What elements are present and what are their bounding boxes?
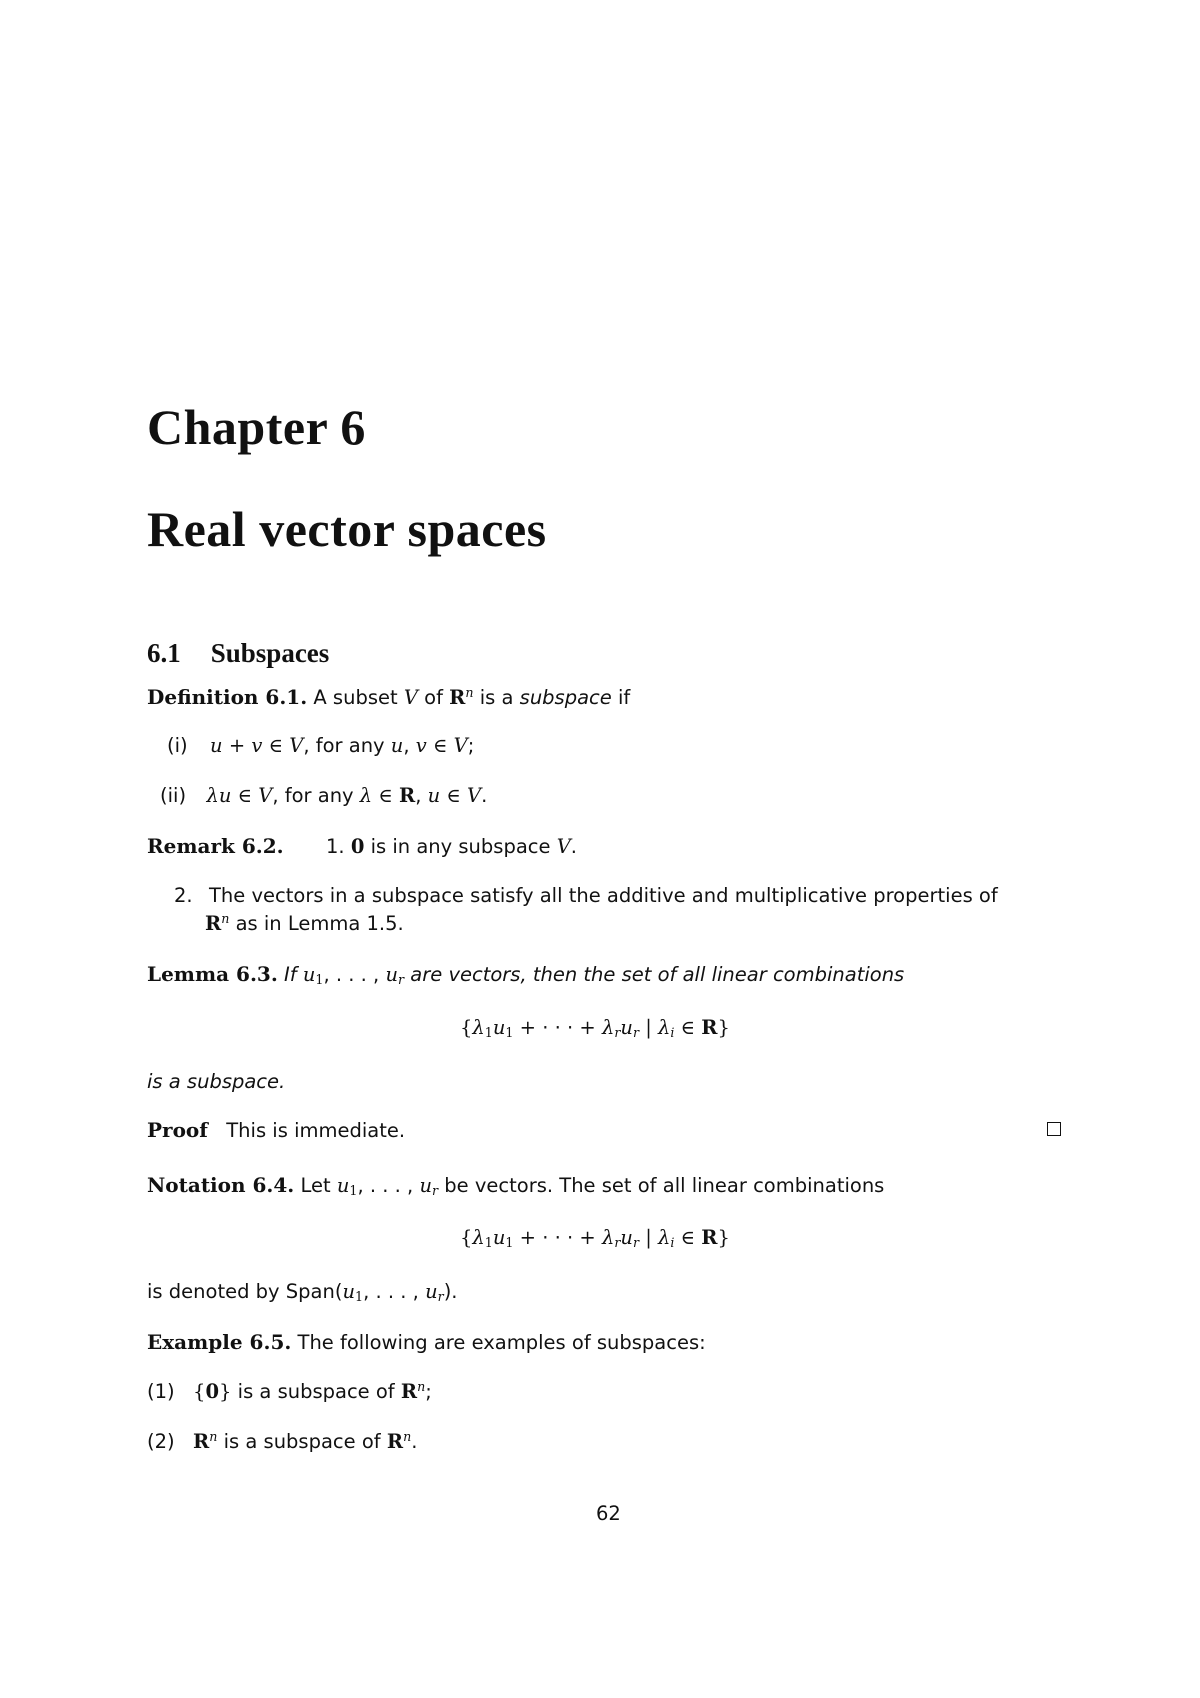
remark-item-text: The vectors in a subspace satisfy all the additive and multiplicative properties of [209, 884, 998, 907]
definition-item-text: for any [315, 734, 385, 757]
section-title: Subspaces [210, 638, 330, 668]
chapter-title: Real vector spaces [147, 501, 547, 557]
definition-term: subspace [519, 686, 612, 709]
section-number: 6.1 [147, 638, 181, 668]
definition-text-a: A subset [313, 686, 398, 709]
notation-block: Notation 6.4. Let $u_1$, . . . , $u_r$ be vectors. The set of all linear combinations [147, 1173, 885, 1199]
lemma-after: is a subspace. [147, 1070, 286, 1093]
definition-text-c: is a [479, 686, 514, 709]
definition-head: Definition 6.1. [147, 685, 308, 709]
lemma-text-b: are vectors, then the set of all linear combinations [410, 963, 905, 986]
proof-text: This is immediate. [226, 1119, 406, 1142]
example-item-text: is a subspace of [237, 1380, 395, 1403]
lemma-formula: {$\lambda_1u_1$ + · · · + $\lambda_ru_r$ | $\lambda_i$ ∈ R} [460, 1016, 730, 1041]
definition-text-b: of [424, 686, 443, 709]
definition-item-1: (i) u + v ∈ V, for any u, v ∈ V; [167, 734, 475, 757]
notation-formula: {$\lambda_1u_1$ + · · · + $\lambda_ru_r$ | $\lambda_i$ ∈ R} [460, 1226, 730, 1251]
remark-item-2 [174, 884, 998, 907]
definition-item-label: (ii) [160, 784, 187, 807]
example-head: Example 6.5. [147, 1330, 292, 1354]
remark-head: Remark 6.2. [147, 834, 284, 858]
definition-block: Definition 6.1. A subset V of $R^n$ is a subspace if [147, 685, 631, 709]
notation-text-a: Let [300, 1174, 331, 1197]
example-item-2: (2) $R^n$ is a subspace of $R^n$. [147, 1429, 418, 1453]
proof-block [147, 1118, 405, 1142]
notation-text-b: be vectors. The set of all linear combinations [444, 1174, 885, 1197]
lemma-head: Lemma 6.3. [147, 962, 278, 986]
qed-square-icon [1047, 1122, 1061, 1136]
lemma-text-a: If [284, 963, 297, 986]
definition-item-label: (i) [167, 734, 188, 757]
definition-item-2: (ii) λu ∈ V, for any λ ∈ R, u ∈ V. [160, 784, 488, 807]
example-item-label: (2) [147, 1430, 175, 1453]
section-heading [147, 638, 329, 669]
notation-after-text: is denoted by Span( [147, 1280, 343, 1303]
proof-head: Proof [147, 1118, 208, 1142]
example-item-text: is a subspace of [223, 1430, 381, 1453]
page-number: 62 [596, 1502, 621, 1525]
remark-block: Remark 6.2. 1. 0 is in any subspace V. [147, 834, 577, 858]
example-item-label: (1) [147, 1380, 175, 1403]
remark-item-label: 2. [174, 884, 193, 907]
remark-item-label: 1. [326, 835, 345, 858]
chapter-label: Chapter 6 [147, 399, 366, 455]
remark-item-2-cont: $R^n$ as in Lemma 1.5. [205, 911, 404, 935]
lemma-block: Lemma 6.3. If $u_1$, . . . , $u_r$ are vectors, then the set of all linear combinations [147, 962, 905, 988]
notation-after: is denoted by $Span(u_1$, . . . , $u_r$). [147, 1280, 458, 1305]
notation-head: Notation 6.4. [147, 1173, 295, 1197]
remark-item-text: as in Lemma 1.5. [235, 912, 404, 935]
definition-text-d: if [617, 686, 631, 709]
example-item-1: (1) {0} is a subspace of $R^n$; [147, 1379, 432, 1403]
example-block [147, 1330, 706, 1354]
example-text: The following are examples of subspaces: [297, 1331, 706, 1354]
definition-item-text: for any [284, 784, 354, 807]
remark-item-text: is in any subspace [370, 835, 551, 858]
